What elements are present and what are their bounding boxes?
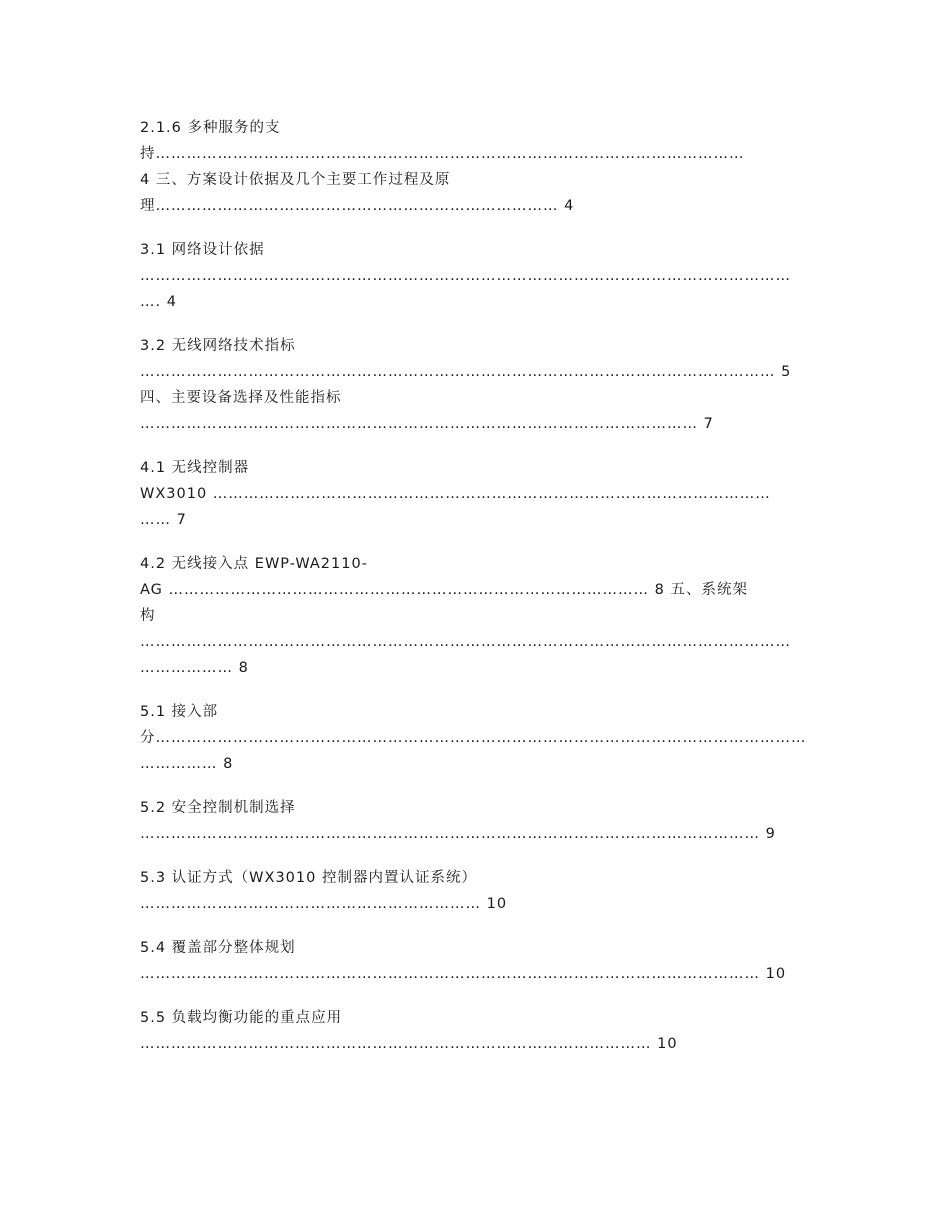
toc-page-number: …… 7 <box>140 512 187 528</box>
toc-page-number: ……………… 8 <box>140 660 249 676</box>
toc-leader: ………………………………………………………… 10 <box>140 896 508 912</box>
toc-leader: ……………………………………………………………………………………………………………… <box>140 634 791 650</box>
toc-text: 构 <box>140 608 156 624</box>
toc-entry-section-3: 4 三、方案设计依据及几个主要工作过程及原 <box>140 172 451 188</box>
toc-entry-4-1: 4.1 无线控制器 <box>140 460 250 476</box>
toc-leader: 分……………………………………………………………………………………………………………… <box>140 730 807 746</box>
toc-entry-5-3: 5.3 认证方式（WX3010 控制器内置认证系统） <box>140 870 477 886</box>
toc-entry-3-1: 3.1 网络设计依据 <box>140 242 265 258</box>
toc-entry-4-2: 4.2 无线接入点 EWP-WA2110- <box>140 556 368 572</box>
toc-leader: ………………………………………………………………………………………………………… 10 <box>140 966 787 982</box>
toc-leader: WX3010 ……………………………………………………………………………………………… <box>140 486 771 502</box>
toc-leader: ……………………………………………………………………………………………………………… <box>140 268 791 284</box>
toc-entry-3-2: 3.2 无线网络技术指标 <box>140 338 296 354</box>
toc-entry-5-1: 5.1 接入部 <box>140 704 219 720</box>
toc-leader: AG ………………………………………………………………………………… 8 五、系统架 <box>140 582 748 598</box>
toc-leader: 理…………………………………………………………………… 4 <box>140 198 575 214</box>
toc-page-number: …………… 8 <box>140 756 234 772</box>
toc-leader: …………………………………………………………………………………………………………… 5 <box>140 364 792 380</box>
toc-entry-5-5: 5.5 负载均衡功能的重点应用 <box>140 1010 343 1026</box>
toc-entry-2-1-6: 2.1.6 多种服务的支 <box>140 120 281 136</box>
toc-leader: ……………………………………………………………………………………………… 7 <box>140 416 714 432</box>
toc-leader: ……………………………………………………………………………………… 10 <box>140 1036 678 1052</box>
toc-entry-5-2: 5.2 安全控制机制选择 <box>140 800 296 816</box>
toc-entry-5-4: 5.4 覆盖部分整体规划 <box>140 940 296 956</box>
toc-page-number: …. 4 <box>140 294 177 310</box>
toc-leader: 持…………………………………………………………………………………………………… <box>140 146 745 162</box>
toc-entry-section-4: 四、主要设备选择及性能指标 <box>140 390 342 406</box>
toc-leader: ………………………………………………………………………………………………………… 9 <box>140 826 776 842</box>
